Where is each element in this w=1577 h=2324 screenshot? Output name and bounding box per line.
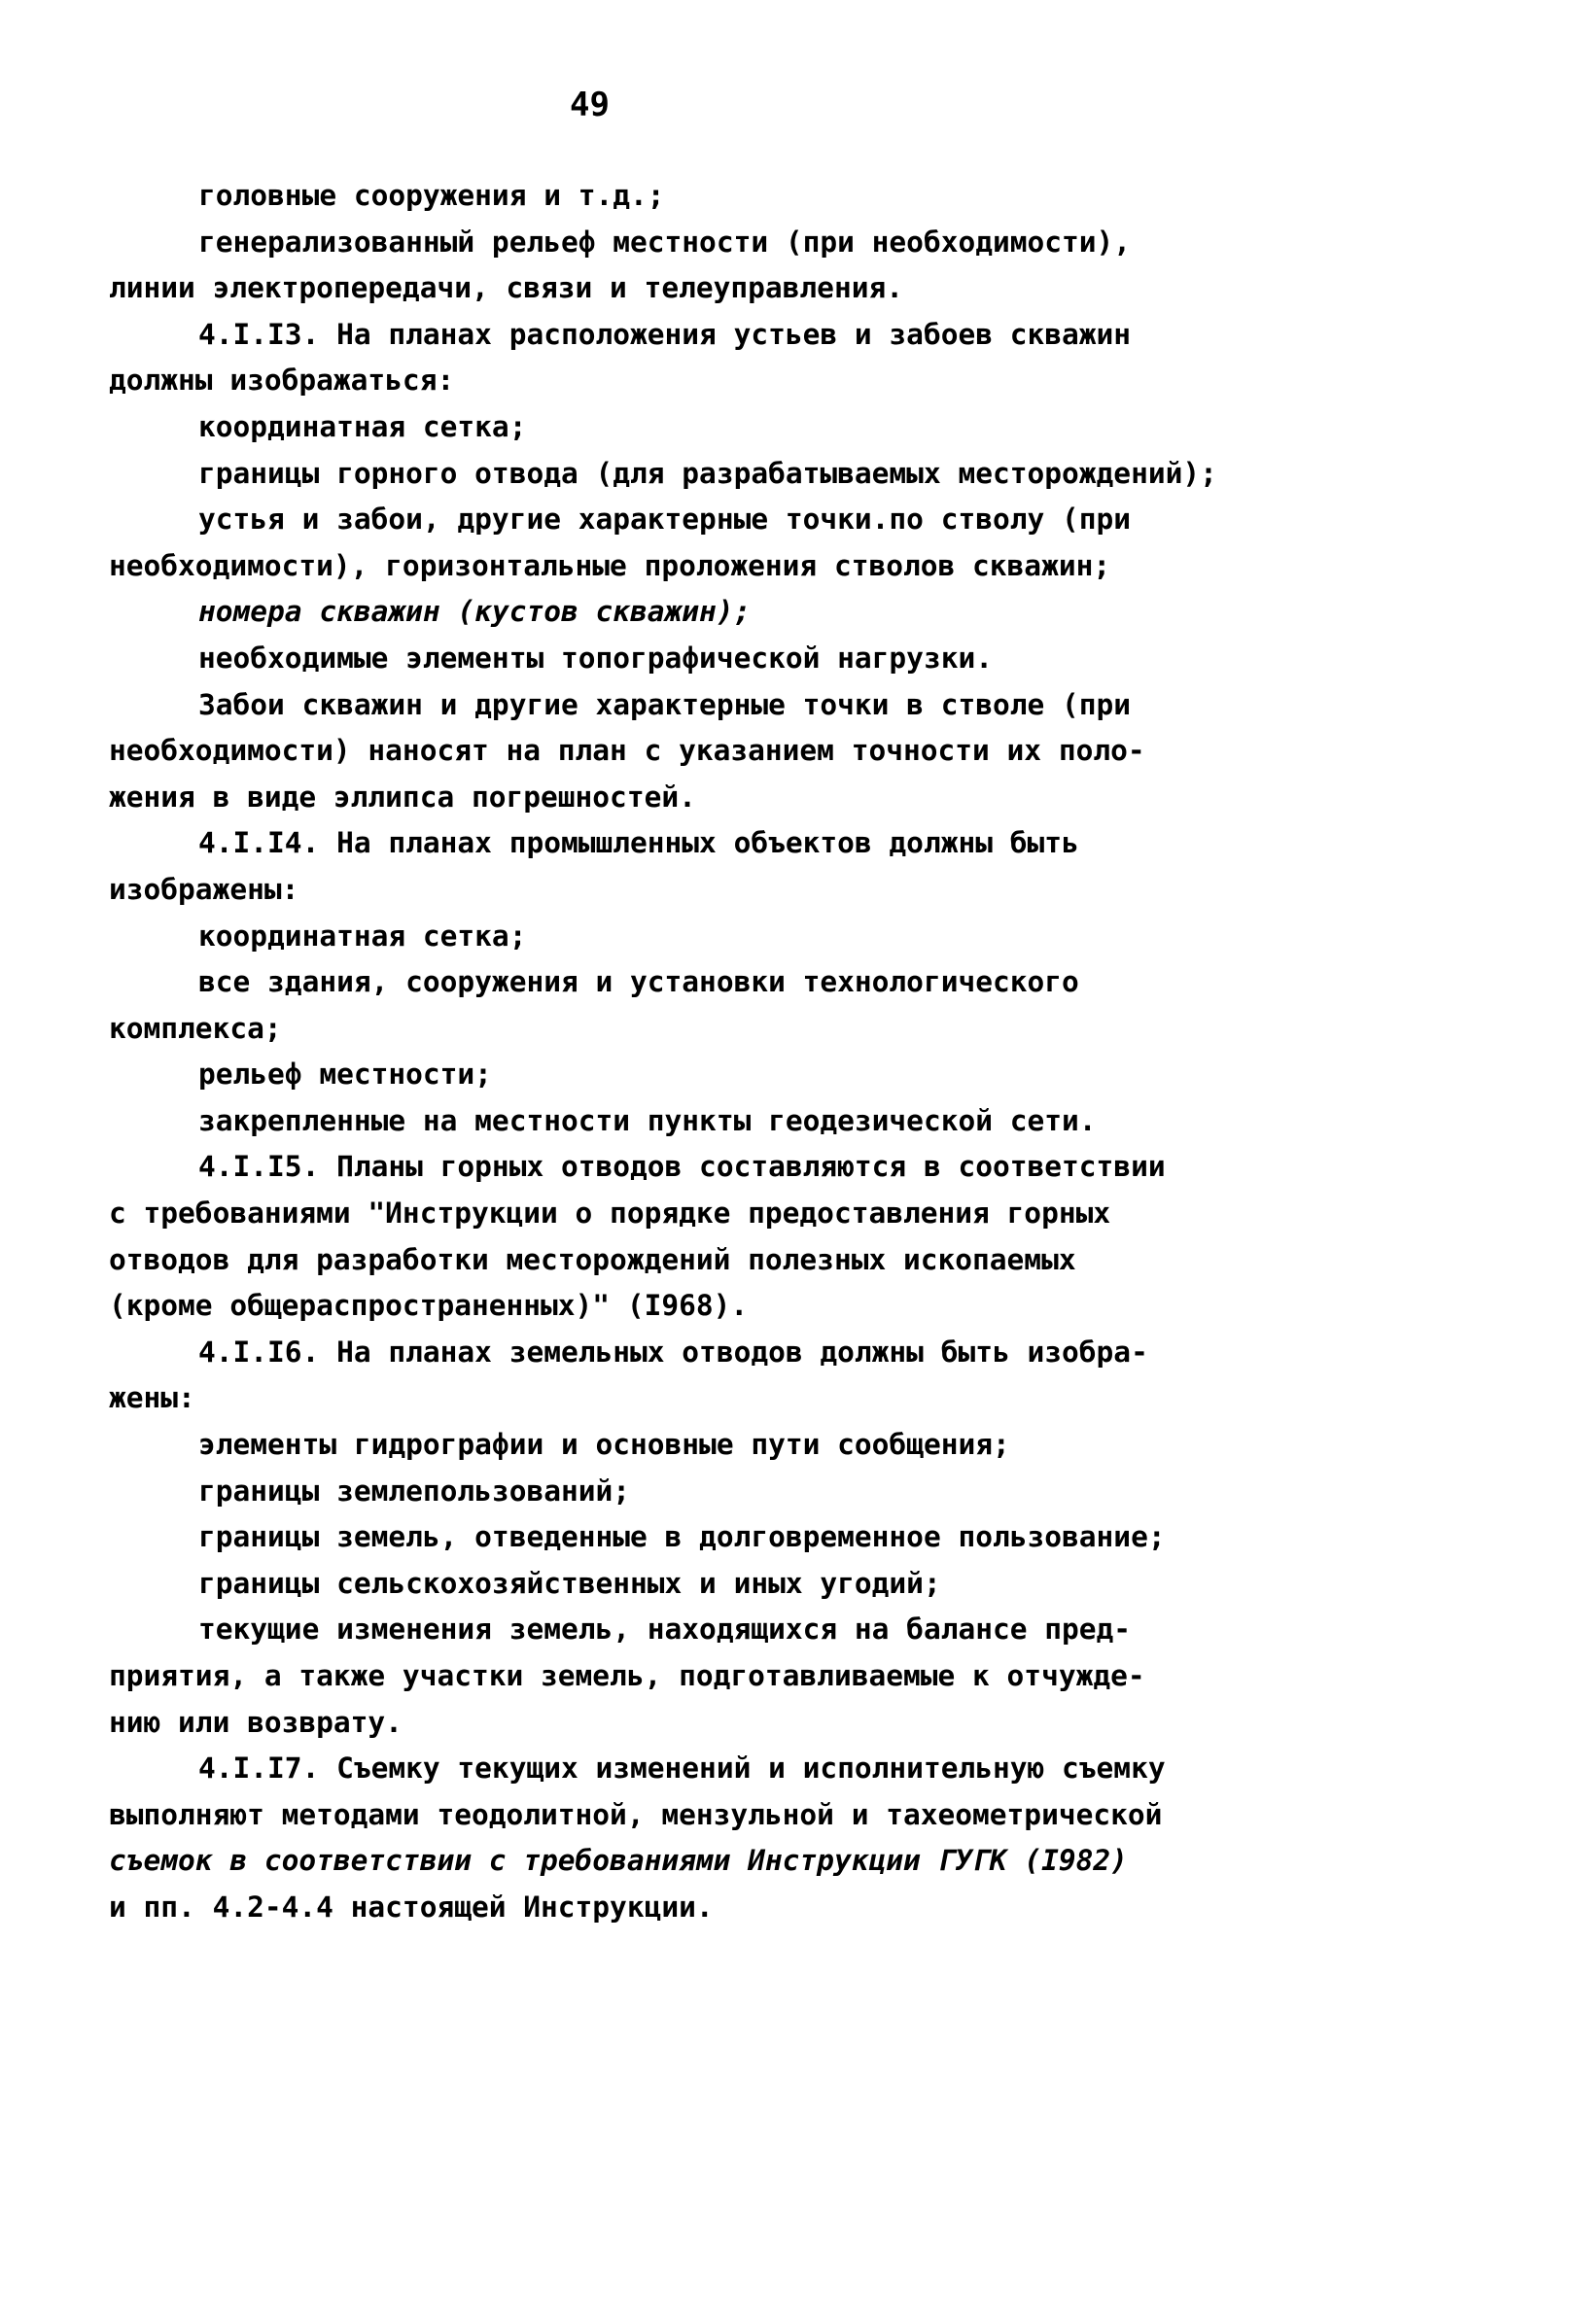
text-line: с требованиями "Инструкции о порядке предоставления горных: [109, 1197, 1111, 1231]
text-line: необходимые элементы топографической нагрузки.: [198, 641, 993, 675]
text-line: приятия, а также участки земель, подготавливаемые к отчужде-: [109, 1659, 1145, 1692]
text-line: границы горного отвода (для разрабатываемых месторождений);: [198, 456, 1217, 490]
text-line: (кроме общераспространенных)" (I968).: [109, 1289, 749, 1323]
text-line: изображены:: [109, 872, 299, 906]
text-line: линии электропередачи, связи и телеуправления.: [109, 271, 903, 305]
text-line: жены:: [109, 1381, 195, 1415]
text-line: координатная сетка;: [198, 409, 527, 443]
body-text: [109, 173, 1305, 1931]
text-line: границы сельскохозяйственных и иных угодий;: [198, 1566, 941, 1600]
text-line: необходимости) наносят на план с указанием точности их поло-: [109, 734, 1145, 768]
text-line: 4.I.I6. На планах земельных отводов должны быть изобра-: [198, 1335, 1148, 1369]
text-line: 4.I.I3. На планах расположения устьев и забоев скважин: [198, 317, 1132, 351]
text-line: рельеф местности;: [198, 1058, 492, 1092]
text-line: генерализованный рельеф местности (при необходимости),: [198, 225, 1132, 259]
text-line: закрепленные на местности пункты геодезической сети.: [198, 1103, 1097, 1137]
text-line: Забои скважин и другие характерные точки в стволе (при: [198, 687, 1132, 721]
text-line: головные сооружения и т.д.;: [198, 179, 665, 212]
text-line: текущие изменения земель, находящихся на балансе пред-: [198, 1613, 1132, 1647]
text-line: выполняют методами теодолитной, мензульной и тахеометрической: [109, 1797, 1163, 1831]
text-line: должны изображаться:: [109, 364, 455, 398]
text-line: съемок в соответствии с требованиями Инструкции ГУГК (I982): [109, 1844, 1128, 1878]
text-line: элементы гидрографии и основные пути сообщения;: [198, 1428, 1010, 1462]
text-line: отводов для разработки месторождений полезных ископаемых: [109, 1242, 1076, 1276]
text-line: жения в виде эллипса погрешностей.: [109, 780, 696, 814]
text-line: необходимости), горизонтальные проложения стволов скважин;: [109, 548, 1111, 582]
text-line: 4.I.I7. Съемку текущих изменений и исполнительную съемку: [198, 1752, 1166, 1786]
text-line: комплекса;: [109, 1011, 282, 1045]
text-line: номера скважин (кустов скважин);: [198, 595, 752, 629]
text-line: границы земель, отведенные в долговременное пользование;: [198, 1520, 1166, 1554]
text-line: 4.I.I4. На планах промышленных объектов должны быть: [198, 826, 1079, 860]
text-line: границы землепользований;: [198, 1474, 631, 1508]
text-line: устья и забои, другие характерные точки.по стволу (при: [198, 503, 1132, 537]
page-number: 49: [570, 86, 610, 124]
text-line: и пп. 4.2-4.4 настоящей Инструкции.: [109, 1890, 714, 1924]
text-line: 4.I.I5. Планы горных отводов составляются в соответствии: [198, 1150, 1166, 1184]
text-line: координатная сетка;: [198, 919, 527, 953]
text-line: нию или возврату.: [109, 1705, 403, 1739]
text-line: все здания, сооружения и установки технологического: [198, 965, 1079, 999]
